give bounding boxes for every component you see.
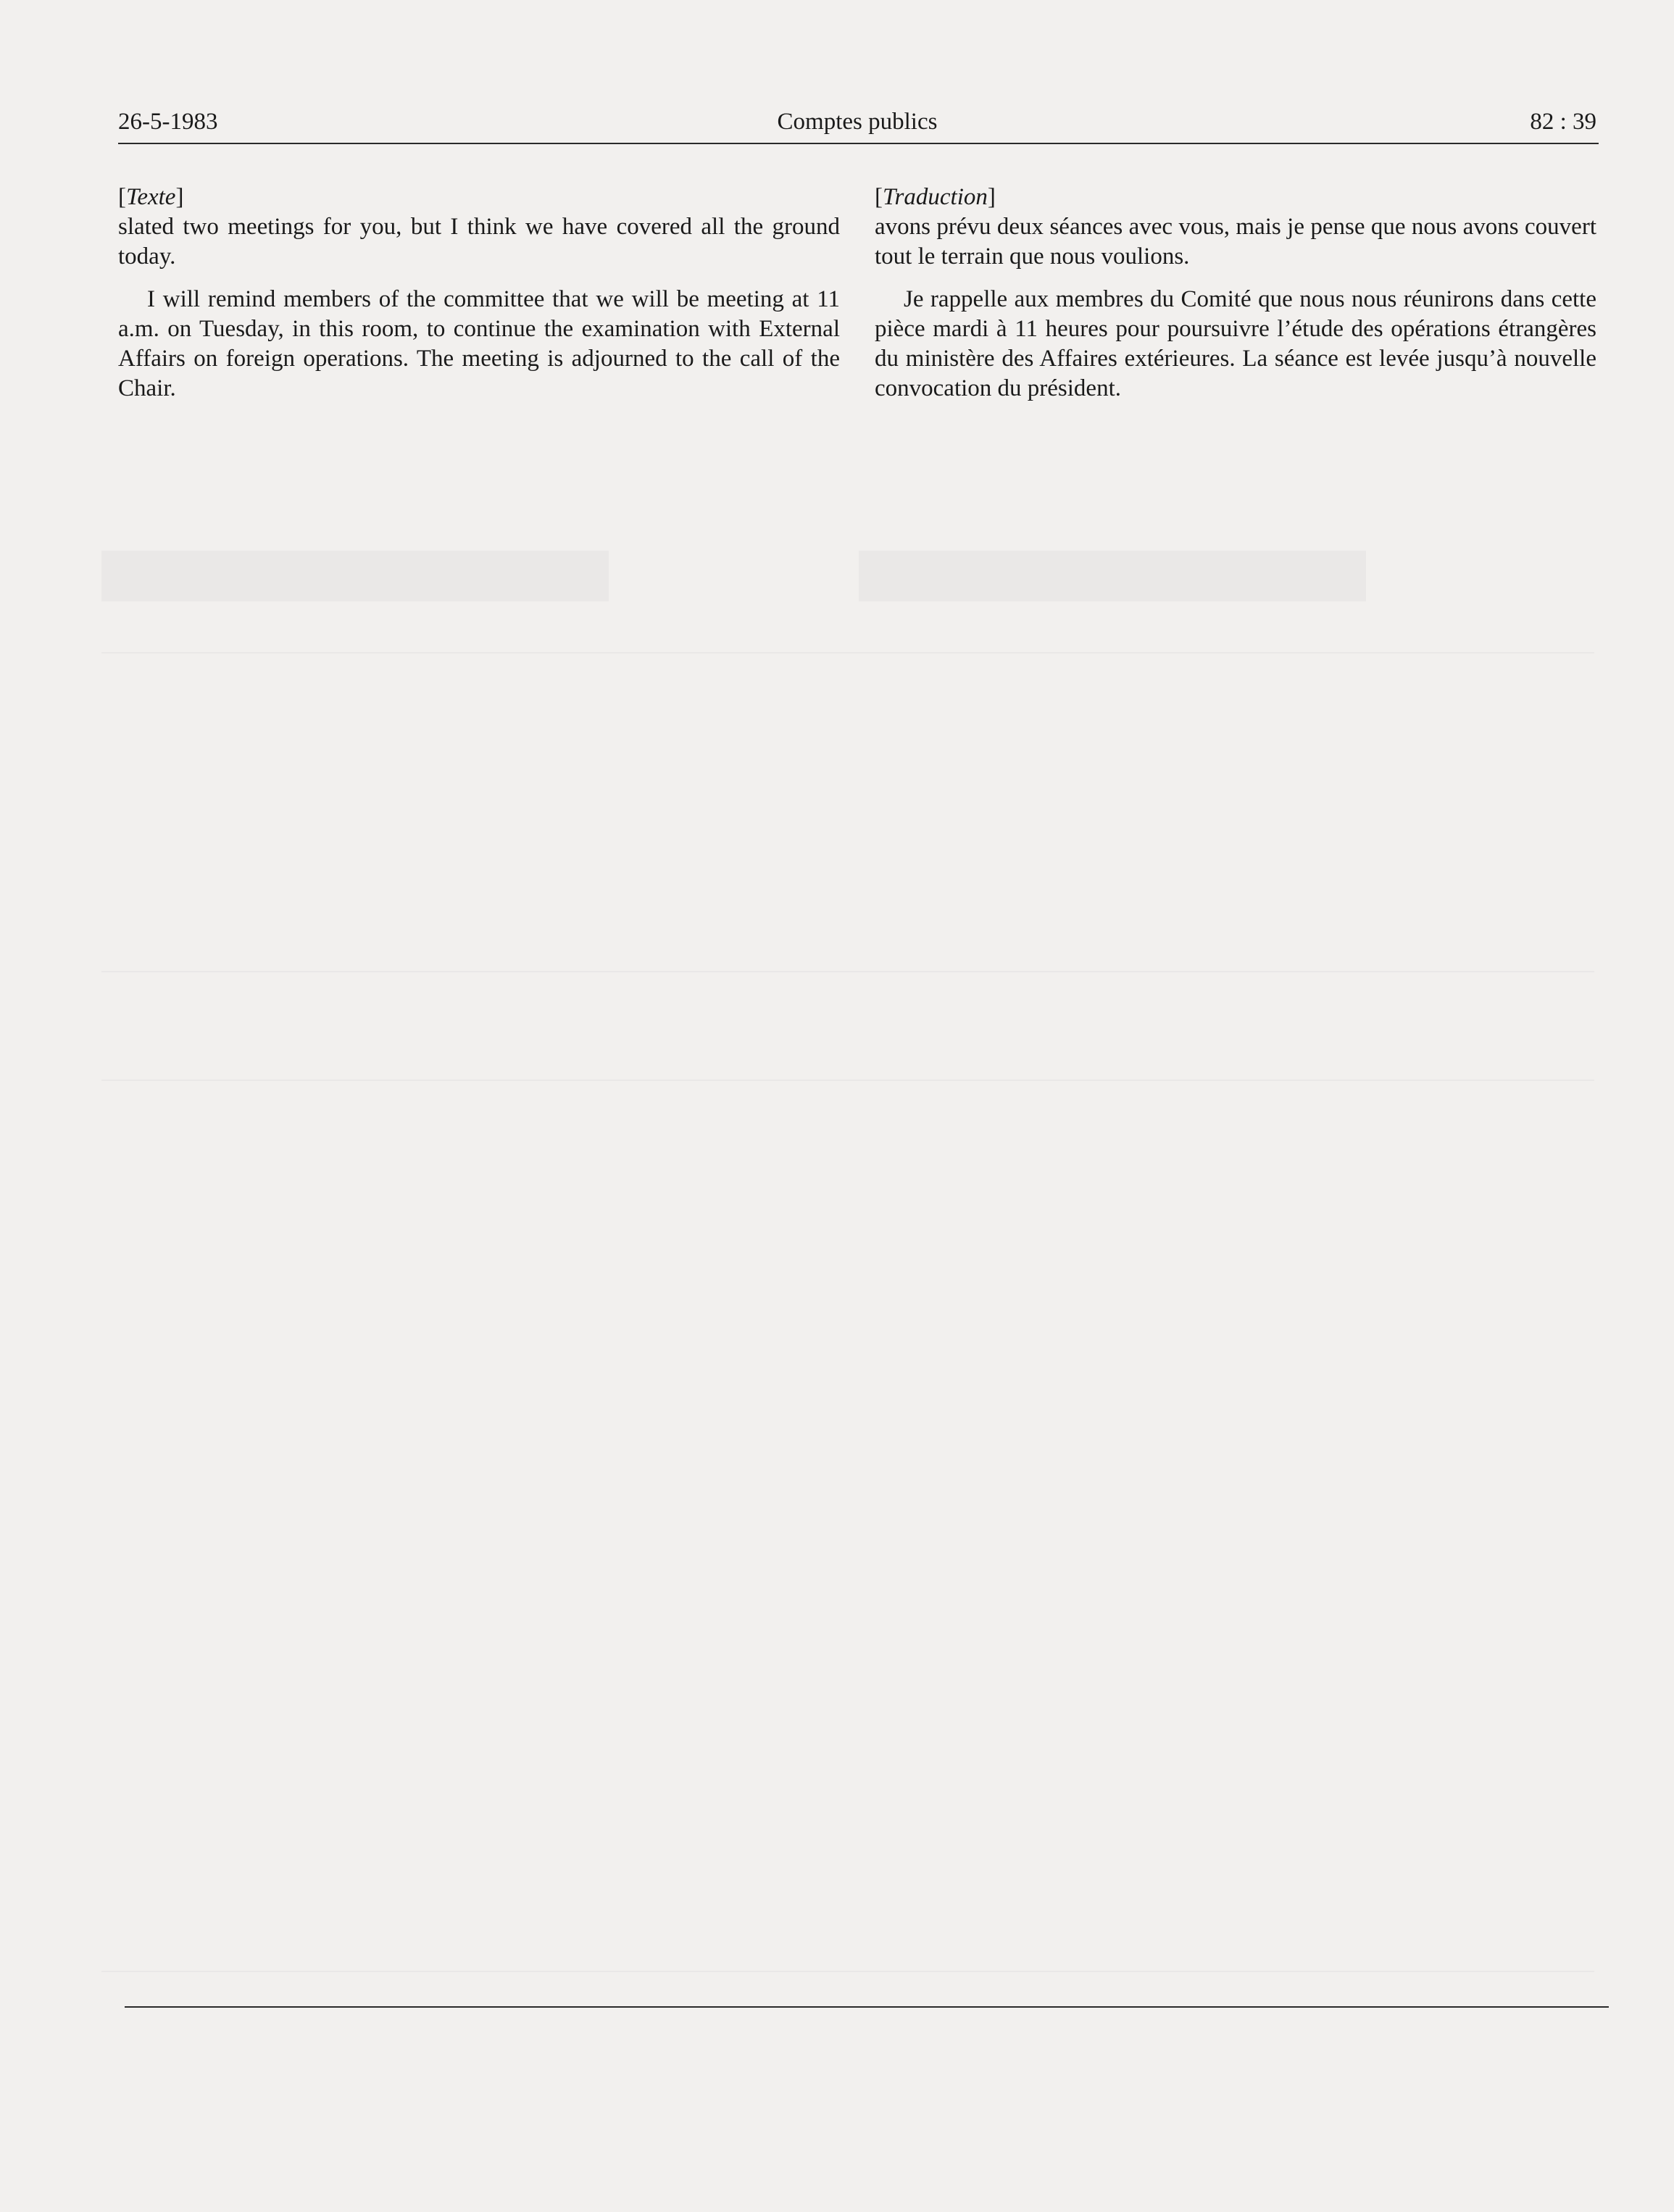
bleed-through-block (859, 551, 1366, 601)
translation-tag-label: Traduction (883, 184, 988, 210)
english-paragraph-1: slated two meetings for you, but I think we have covered all the ground today. (118, 214, 840, 270)
header-title: Comptes publics (777, 109, 938, 135)
header-rule (118, 143, 1599, 144)
english-paragraph-2: I will remind members of the committee that we will be meeting at 11 a.m. on Tuesday, in this room, to continue the examination with External Affairs on foreign operations. The meeting is adjourned to the call of the Chair. (118, 286, 840, 401)
text-tag: [Texte] (118, 184, 184, 210)
header-date: 26-5-1983 (118, 109, 218, 135)
bleed-through-block (101, 1971, 1594, 1972)
french-paragraph-2: Je rappelle aux membres du Comité que nous nous réunirons dans cette pièce mardi à 11 heures pour poursuivre l’étude des opérations étrangères du ministère des Affaires extérieures. La séance est levée jusqu’à nouvelle convocation du président. (875, 286, 1596, 401)
bleed-through-block (101, 652, 1594, 654)
english-column (118, 183, 840, 404)
french-paragraph-1: avons prévu deux séances avec vous, mais je pense que nous avons couvert tout le terrain que nous voulions. (875, 214, 1596, 270)
running-head (118, 109, 1596, 145)
footer-rule (125, 2006, 1609, 2008)
bleed-through-block (101, 551, 609, 601)
translation-tag: [Traduction] (875, 184, 996, 210)
french-column (875, 183, 1596, 404)
header-page-number: 82 : 39 (1530, 109, 1596, 135)
text-tag-label: Texte (126, 184, 176, 210)
bleed-through-block (101, 971, 1594, 972)
bleed-through-block (101, 1080, 1594, 1081)
